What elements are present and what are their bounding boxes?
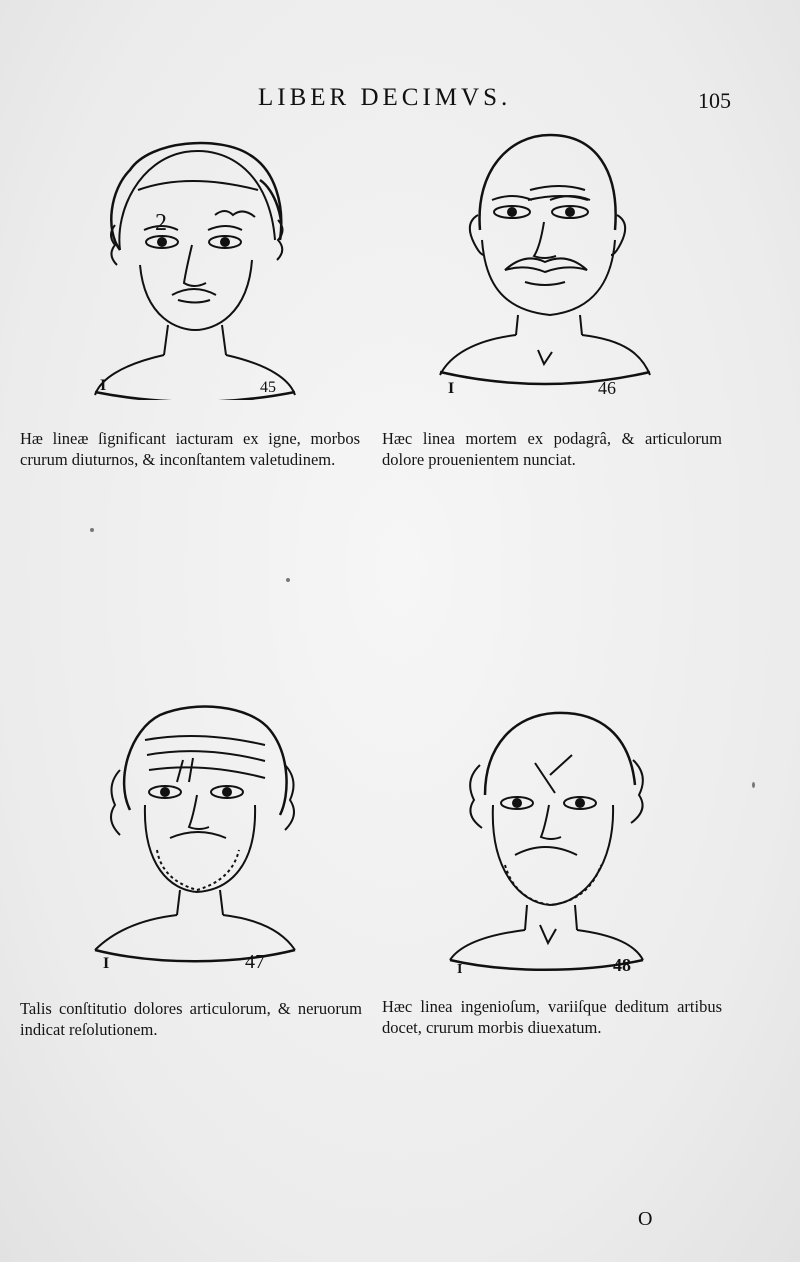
signature-mark: O xyxy=(638,1208,653,1230)
caption-figure-45: Hæ lineæ ſignificant iacturam ex igne, morbos crurum diuturnos, & inconſtantem valetudinem. xyxy=(20,429,360,469)
svg-text:45: 45 xyxy=(260,379,276,396)
caption-figure-46: Hæc linea mortem ex podagrâ, & articulorum dolore prouenientem nunciat. xyxy=(382,429,722,469)
forehead-mark-2: 2 xyxy=(155,210,167,236)
svg-text:I: I xyxy=(103,955,110,970)
figure-45-head-engraving xyxy=(80,130,340,400)
svg-text:I: I xyxy=(100,377,107,394)
caption-figure-48: Hæc linea ingenioſum, variiſque deditum artibus docet, crurum morbis diuexatum. xyxy=(382,997,722,1037)
svg-text:47: 47 xyxy=(245,951,265,970)
caption-figure-47: Talis conſtitutio dolores articulorum, & neruorum indicat reſolutionem. xyxy=(20,999,362,1039)
ink-speck xyxy=(286,578,290,582)
ink-speck xyxy=(90,528,94,532)
ink-speck xyxy=(752,782,755,788)
svg-text:48: 48 xyxy=(613,955,631,975)
figure-48-head-engraving xyxy=(445,705,705,975)
figure-46-head-engraving xyxy=(420,130,680,400)
figure-47-head-engraving xyxy=(85,700,345,970)
svg-text:I: I xyxy=(448,380,455,397)
running-head: LIBER DECIMVS. xyxy=(258,84,512,111)
page-number: 105 xyxy=(698,88,731,113)
svg-text:I: I xyxy=(457,962,463,975)
page-header xyxy=(0,80,800,120)
svg-text:46: 46 xyxy=(598,378,616,398)
